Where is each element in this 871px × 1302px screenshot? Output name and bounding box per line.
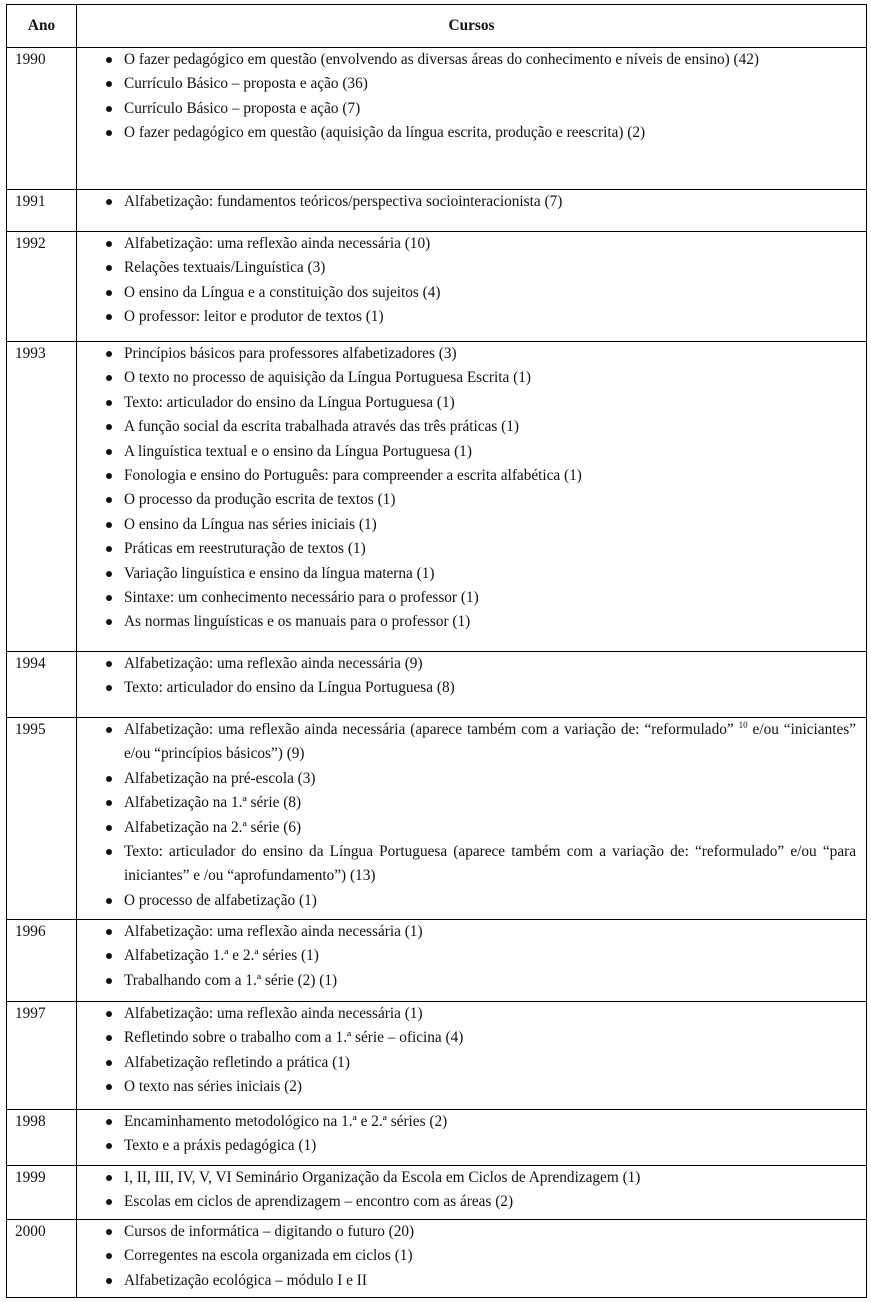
course-list bbox=[77, 920, 856, 993]
table-row bbox=[7, 718, 867, 920]
year-cell: 1992 bbox=[7, 232, 77, 342]
course-list bbox=[77, 1166, 856, 1215]
list-item: As normas linguísticas e os manuais para o professor (1) bbox=[77, 610, 856, 634]
list-item: Sintaxe: um conhecimento necessário para o professor (1) bbox=[77, 586, 856, 610]
list-item: O fazer pedagógico em questão (envolvendo as diversas áreas do conhecimento e níveis de ensino) (42) bbox=[77, 48, 856, 72]
header-courses: Cursos bbox=[77, 5, 867, 48]
list-item-text: Alfabetização: uma reflexão ainda necessária (aparece também com a variação de: “reformulado” bbox=[124, 721, 734, 738]
table-row bbox=[7, 1166, 867, 1220]
course-list bbox=[77, 190, 856, 214]
courses-cell bbox=[77, 1110, 867, 1166]
list-item: Alfabetização: uma reflexão ainda necessária (10) bbox=[77, 232, 856, 256]
table-row bbox=[7, 1110, 867, 1166]
header-year: Ano bbox=[7, 5, 77, 48]
course-list bbox=[77, 232, 856, 330]
list-item: Alfabetização 1.ª e 2.ª séries (1) bbox=[77, 944, 856, 968]
courses-cell bbox=[77, 48, 867, 190]
list-item: Alfabetização: fundamentos teóricos/perspectiva sociointeracionista (7) bbox=[77, 190, 856, 214]
list-item: Princípios básicos para professores alfabetizadores (3) bbox=[77, 342, 856, 366]
year-cell: 1994 bbox=[7, 652, 77, 718]
year-cell: 1999 bbox=[7, 1166, 77, 1220]
courses-cell bbox=[77, 718, 867, 920]
courses-cell bbox=[77, 1220, 867, 1298]
list-item: Alfabetização na 2.ª série (6) bbox=[77, 816, 856, 840]
list-item: Escolas em ciclos de aprendizagem – encontro com as áreas (2) bbox=[77, 1190, 856, 1214]
list-item: Relações textuais/Linguística (3) bbox=[77, 256, 856, 280]
list-item: Texto e a práxis pedagógica (1) bbox=[77, 1134, 856, 1158]
year-cell: 1993 bbox=[7, 342, 77, 652]
course-list bbox=[77, 1002, 856, 1100]
list-item: Cursos de informática – digitando o futuro (20) bbox=[77, 1220, 856, 1244]
list-item: Práticas em reestruturação de textos (1) bbox=[77, 537, 856, 561]
list-item: O ensino da Língua nas séries iniciais (1) bbox=[77, 513, 856, 537]
table-row bbox=[7, 920, 867, 1002]
table-row bbox=[7, 652, 867, 718]
year-cell: 1997 bbox=[7, 1002, 77, 1110]
year-cell: 1990 bbox=[7, 48, 77, 190]
list-item: I, II, III, IV, V, VI Seminário Organização da Escola em Ciclos de Aprendizagem (1) bbox=[77, 1166, 856, 1190]
list-item: Alfabetização refletindo a prática (1) bbox=[77, 1051, 856, 1075]
list-item: Texto: articulador do ensino da Língua Portuguesa (8) bbox=[77, 676, 856, 700]
list-item: Texto: articulador do ensino da Língua Portuguesa (1) bbox=[77, 391, 856, 415]
list-item: O professor: leitor e produtor de textos (1) bbox=[77, 305, 856, 329]
courses-cell bbox=[77, 232, 867, 342]
table-row bbox=[7, 342, 867, 652]
courses-cell bbox=[77, 190, 867, 232]
table-row bbox=[7, 48, 867, 190]
table-row bbox=[7, 1002, 867, 1110]
list-item: A função social da escrita trabalhada através das três práticas (1) bbox=[77, 415, 856, 439]
list-item: O texto no processo de aquisição da Língua Portuguesa Escrita (1) bbox=[77, 366, 856, 390]
courses-table bbox=[6, 4, 867, 1298]
courses-cell bbox=[77, 652, 867, 718]
list-item: Refletindo sobre o trabalho com a 1.ª série – oficina (4) bbox=[77, 1026, 856, 1050]
list-item: O fazer pedagógico em questão (aquisição da língua escrita, produção e reescrita) (2) bbox=[77, 121, 856, 145]
course-list bbox=[77, 652, 856, 701]
list-item: O ensino da Língua e a constituição dos sujeitos (4) bbox=[77, 281, 856, 305]
list-item: Variação linguística e ensino da língua materna (1) bbox=[77, 562, 856, 586]
courses-cell bbox=[77, 1002, 867, 1110]
course-list bbox=[77, 1220, 856, 1293]
list-item: Corregentes na escola organizada em ciclos (1) bbox=[77, 1244, 856, 1268]
list-item: Currículo Básico – proposta e ação (7) bbox=[77, 97, 856, 121]
footnote-marker: 10 bbox=[738, 720, 748, 730]
courses-cell bbox=[77, 1166, 867, 1220]
list-item: Trabalhando com a 1.ª série (2) (1) bbox=[77, 969, 856, 993]
list-item: Alfabetização: uma reflexão ainda necessária (9) bbox=[77, 652, 856, 676]
course-list bbox=[77, 718, 856, 913]
list-item: A linguística textual e o ensino da Língua Portuguesa (1) bbox=[77, 440, 856, 464]
table-row bbox=[7, 190, 867, 232]
table-row bbox=[7, 1220, 867, 1298]
year-cell: 1995 bbox=[7, 718, 77, 920]
list-item bbox=[77, 718, 856, 767]
year-cell: 1996 bbox=[7, 920, 77, 1002]
list-item: Currículo Básico – proposta e ação (36) bbox=[77, 72, 856, 96]
table-header-row bbox=[7, 5, 867, 48]
list-item: Alfabetização: uma reflexão ainda necessária (1) bbox=[77, 1002, 856, 1026]
list-item: Fonologia e ensino do Português: para compreender a escrita alfabética (1) bbox=[77, 464, 856, 488]
course-list bbox=[77, 1110, 856, 1159]
table-row bbox=[7, 232, 867, 342]
list-item: O processo da produção escrita de textos (1) bbox=[77, 488, 856, 512]
list-item: Alfabetização: uma reflexão ainda necessária (1) bbox=[77, 920, 856, 944]
list-item: Alfabetização ecológica – módulo I e II bbox=[77, 1269, 856, 1293]
courses-cell bbox=[77, 342, 867, 652]
list-item: O processo de alfabetização (1) bbox=[77, 889, 856, 913]
year-cell: 1991 bbox=[7, 190, 77, 232]
list-item: Texto: articulador do ensino da Língua Portuguesa (aparece também com a variação de: “reformulado” e/ou “para iniciantes” e /ou “aprofundamento”) (13) bbox=[77, 840, 856, 889]
list-item: O texto nas séries iniciais (2) bbox=[77, 1075, 856, 1099]
document-page bbox=[6, 4, 866, 1298]
course-list bbox=[77, 342, 856, 635]
list-item: Alfabetização na 1.ª série (8) bbox=[77, 791, 856, 815]
list-item-text-continued: e/ou “iniciantes” e/ou “princípios básicos”) (9) bbox=[124, 721, 857, 763]
course-list bbox=[77, 48, 856, 146]
year-cell: 1998 bbox=[7, 1110, 77, 1166]
courses-cell bbox=[77, 920, 867, 1002]
list-item: Encaminhamento metodológico na 1.ª e 2.ª séries (2) bbox=[77, 1110, 856, 1134]
list-item: Alfabetização na pré-escola (3) bbox=[77, 767, 856, 791]
year-cell: 2000 bbox=[7, 1220, 77, 1298]
